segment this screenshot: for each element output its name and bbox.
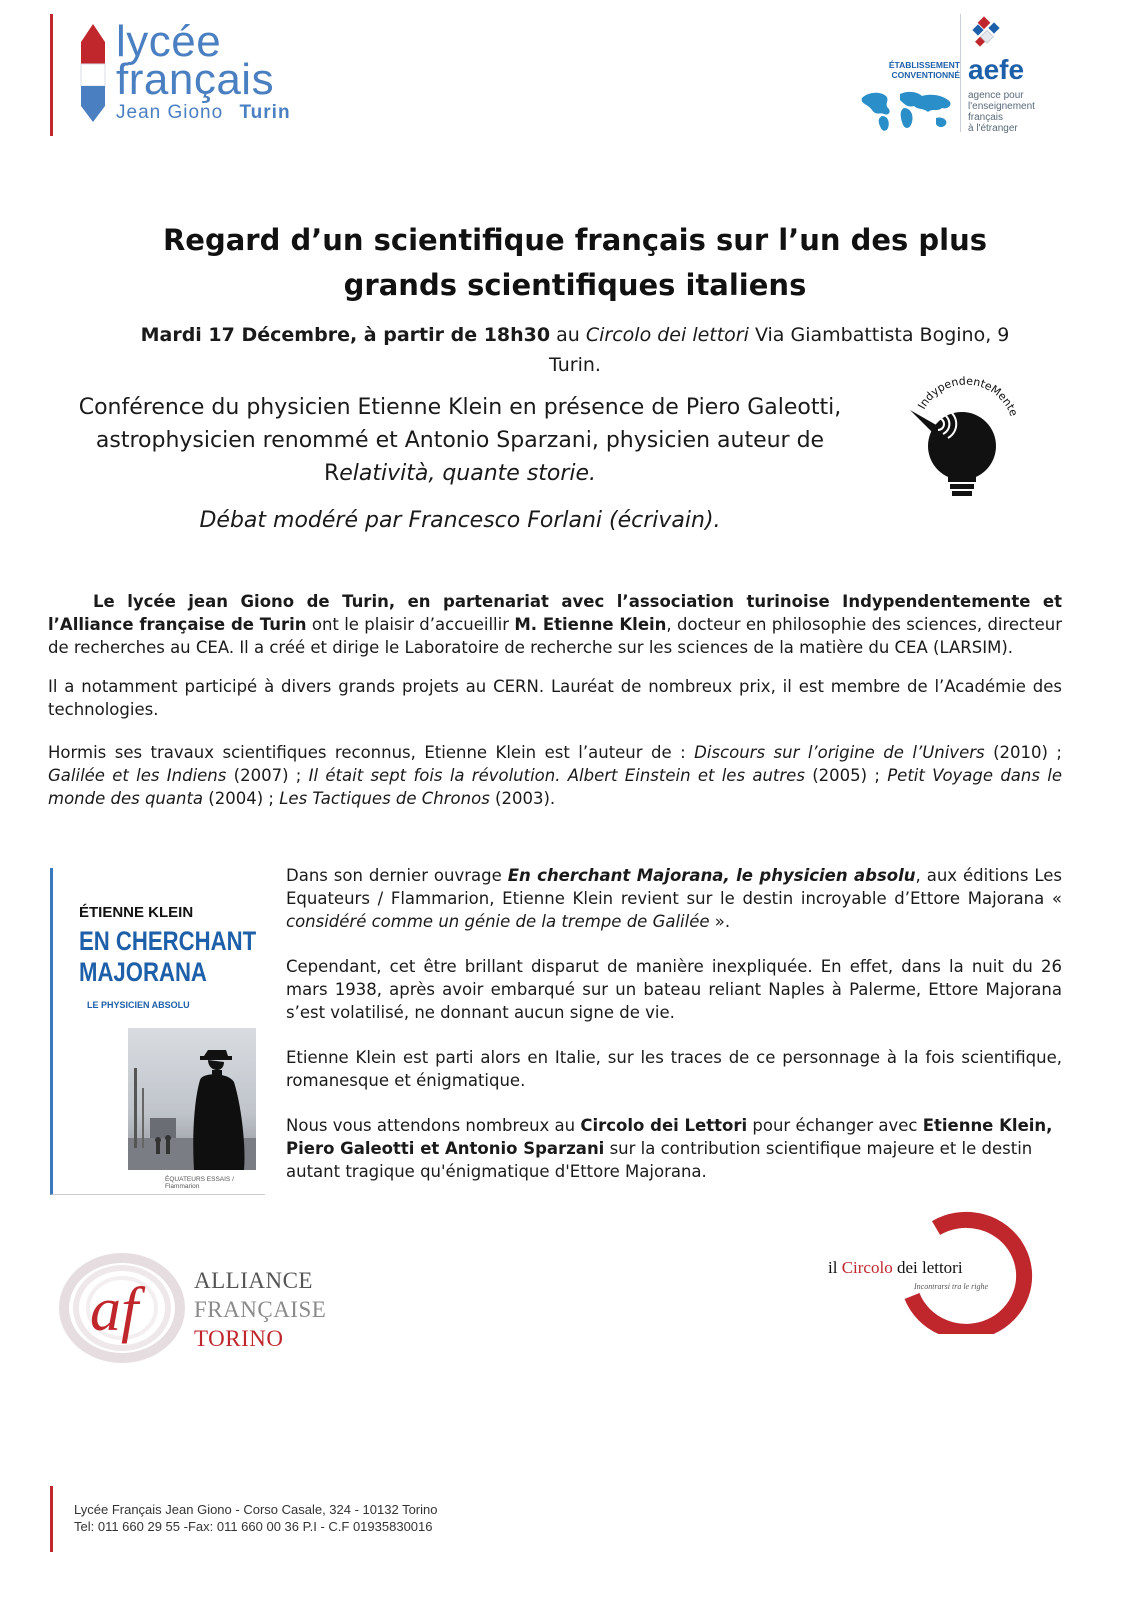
circolo-word: Circolo (841, 1258, 893, 1277)
event-city: Turin. (549, 354, 601, 376)
p3-book4: Petit Voyage dans le monde des quanta (48, 766, 1062, 808)
conference-text: Conférence du physicien Etienne Klein en présence de Piero Galeotti, astrophysicien renommé et Antonio Sparzani, physicien auteur de (78, 395, 842, 453)
p7-text: Nous vous attendons nombreux au (286, 1116, 581, 1135)
footer (74, 1501, 437, 1535)
circolo-name (828, 1258, 963, 1278)
p3-year1: (2010) ; (984, 743, 1062, 762)
book-cover-inner (73, 868, 261, 1194)
footer-address: Lycée Français Jean Giono - Corso Casale, 324 - 10132 Torino (74, 1502, 438, 1517)
p4-text-mid: , aux éditions Les Equateurs / Flammarion, Etienne Klein revient sur le destin incroyable d’Ettore Majorana « (286, 866, 1063, 908)
event-date: Mardi 17 Décembre, à partir de 18h30 (140, 324, 551, 346)
header-accent-bar (50, 14, 53, 136)
book-publisher: ÉQUATEURS ESSAIS / Flammarion (165, 1176, 234, 1190)
event-title-line2: grands scientifiques italiens (343, 268, 807, 302)
footer-contact: Tel: 011 660 29 55 -Fax: 011 660 00 36 P.I - C.F 01935830016 (74, 1519, 433, 1534)
alliance-line1: ALLIANCE (194, 1268, 313, 1293)
alliance-francaise-emblem-icon (56, 1252, 186, 1364)
conference-description (60, 391, 860, 490)
event-au: au (550, 324, 586, 346)
p4-book-title: En cherchant Majorana, le physicien absolu (507, 866, 916, 885)
lycee-logo-jean-giono: Jean Giono (116, 102, 224, 123)
conference-book-initial: R (323, 461, 340, 486)
p1-text-end: , docteur en philosophie des sciences, directeur de recherches au CEA. Il a créé et dirige le Laboratoire de recherche sur les sciences de la matière du CEA (LARSIM). (48, 615, 1063, 657)
book-title-line2: MAJORANA (79, 957, 207, 987)
alliance-line2: FRANÇAISE (194, 1297, 327, 1322)
book-photo-silhouette (128, 1028, 256, 1170)
event-venue: Circolo dei lettori (585, 324, 749, 346)
p7-speakers: Etienne Klein, Piero Galeotti et Antonio Sparzani (286, 1116, 1053, 1158)
lycee-logo-line3 (116, 102, 291, 124)
footer-accent-bar (50, 1486, 53, 1552)
aefe-name: aefe (968, 54, 1025, 85)
circolo-lettori-logo (828, 1210, 1038, 1340)
aefe-logo (868, 14, 1068, 139)
lycee-logo (78, 17, 318, 132)
p3-book1: Discours sur l’origine de l’Univers (694, 743, 985, 762)
pencil-icon (78, 24, 108, 124)
aefe-desc-line: l'enseignement (968, 101, 1035, 112)
body-intro (48, 590, 1062, 810)
lightbulb-icon (890, 370, 1040, 506)
circolo-il: il (828, 1258, 842, 1277)
event-dateline-main (60, 320, 1090, 350)
book-cover (50, 868, 265, 1195)
paragraph-latest-book (286, 864, 1062, 933)
p3-book2: Galilée et les Indiens (48, 766, 227, 785)
debate-moderator: Débat modéré par Francesco Forlani (écrivain). (199, 508, 721, 533)
book-subtitle: LE PHYSICIEN ABSOLU (87, 1000, 190, 1010)
event-address: Via Giambattista Bogino, 9 (748, 324, 1010, 346)
conference-book-title: elatività, quante storie. (339, 461, 597, 486)
p7-venue: Circolo dei Lettori (580, 1116, 748, 1135)
p1-guest-name: M. Etienne Klein (514, 615, 667, 634)
p7-text-mid: pour échanger avec (747, 1116, 923, 1135)
p3-year5: (2003). (489, 789, 556, 808)
p4-text-end: ». (709, 912, 731, 931)
event-title-line1: Regard d’un scientifique français sur l’un des plus (162, 223, 988, 257)
lycee-logo-line1: lycée (116, 17, 222, 66)
alliance-line3: TORINO (194, 1326, 284, 1351)
paragraph-intro (48, 590, 1062, 659)
aefe-description (968, 90, 1035, 134)
aefe-desc-line: à l'étranger (968, 123, 1018, 134)
lycee-logo-line2: français (116, 55, 275, 104)
p3-year4: (2004) ; (203, 789, 280, 808)
aefe-desc-line: agence pour (968, 90, 1024, 101)
p3-text: Hormis ses travaux scientifiques reconnus, Etienne Klein est l’auteur de : (48, 743, 695, 762)
body-book-section (286, 864, 1062, 1183)
book-author: ÉTIENNE KLEIN (79, 904, 194, 921)
p3-book5: Les Tactiques de Chronos (279, 789, 490, 808)
aefe-divider (960, 14, 961, 132)
p3-year3: (2005) ; (804, 766, 888, 785)
p4-text: Dans son dernier ouvrage (286, 866, 508, 885)
event-title (60, 218, 1090, 308)
p7-text-end: sur la contribution scientifique majeure et le destin autant tragique qu'énigmatique d'Ettore Majorana. (286, 1139, 1033, 1181)
p1-text: ont le plaisir d’accueillir (306, 615, 515, 634)
p3-year2: (2007) ; (226, 766, 309, 785)
p1-partners: Le lycée jean Giono de Turin, en partenariat avec l’association turinoise Indypendentemente et l’Alliance française de Turin (48, 592, 1062, 634)
world-map-icon (858, 86, 958, 134)
paragraph-bibliography (48, 741, 1062, 810)
alliance-mark: af (90, 1276, 139, 1344)
aefe-status: ÉTABLISSEMENT CONVENTIONNÉ (888, 60, 960, 80)
paragraph-italy: Etienne Klein est parti alors en Italie, sur les traces de ce personnage à la fois scientifique, romanesque et énigmatique. (286, 1048, 1062, 1090)
paragraph-disappearance: Cependant, cet être brillant disparut de manière inexpliquée. En effet, dans la nuit du 26 mars 1938, après avoir embarqué sur un bateau reliant Naples à Palerme, Ettore Majorana s’est volatilisé, ne donnant aucun signe de vie. (286, 957, 1062, 1022)
circolo-rest: dei lettori (892, 1258, 963, 1277)
p3-book3: Il était sept fois la révolution. Albert Einstein et les autres (308, 766, 805, 785)
paragraph-invitation (286, 1114, 1062, 1183)
lycee-logo-turin: Turin (239, 102, 291, 123)
aefe-emblem-icon (968, 16, 1004, 52)
alliance-francaise-logo (56, 1250, 356, 1370)
book-title (79, 926, 256, 988)
aefe-desc-line: français (968, 112, 1004, 123)
circolo-tagline: Incontrarsi tra le righe (914, 1282, 988, 1291)
p4-quote: considéré comme un génie de la trempe de Galilée (286, 912, 710, 931)
paragraph-cern: Il a notamment participé à divers grands projets au CERN. Lauréat de nombreux prix, il est membre de l’Académie des technologies. (48, 677, 1062, 719)
indypendentemente-logo (890, 370, 1040, 506)
book-title-line1: EN CHERCHANT (79, 926, 257, 956)
indypendentemente-text: IndypendenteMente (915, 374, 1021, 419)
